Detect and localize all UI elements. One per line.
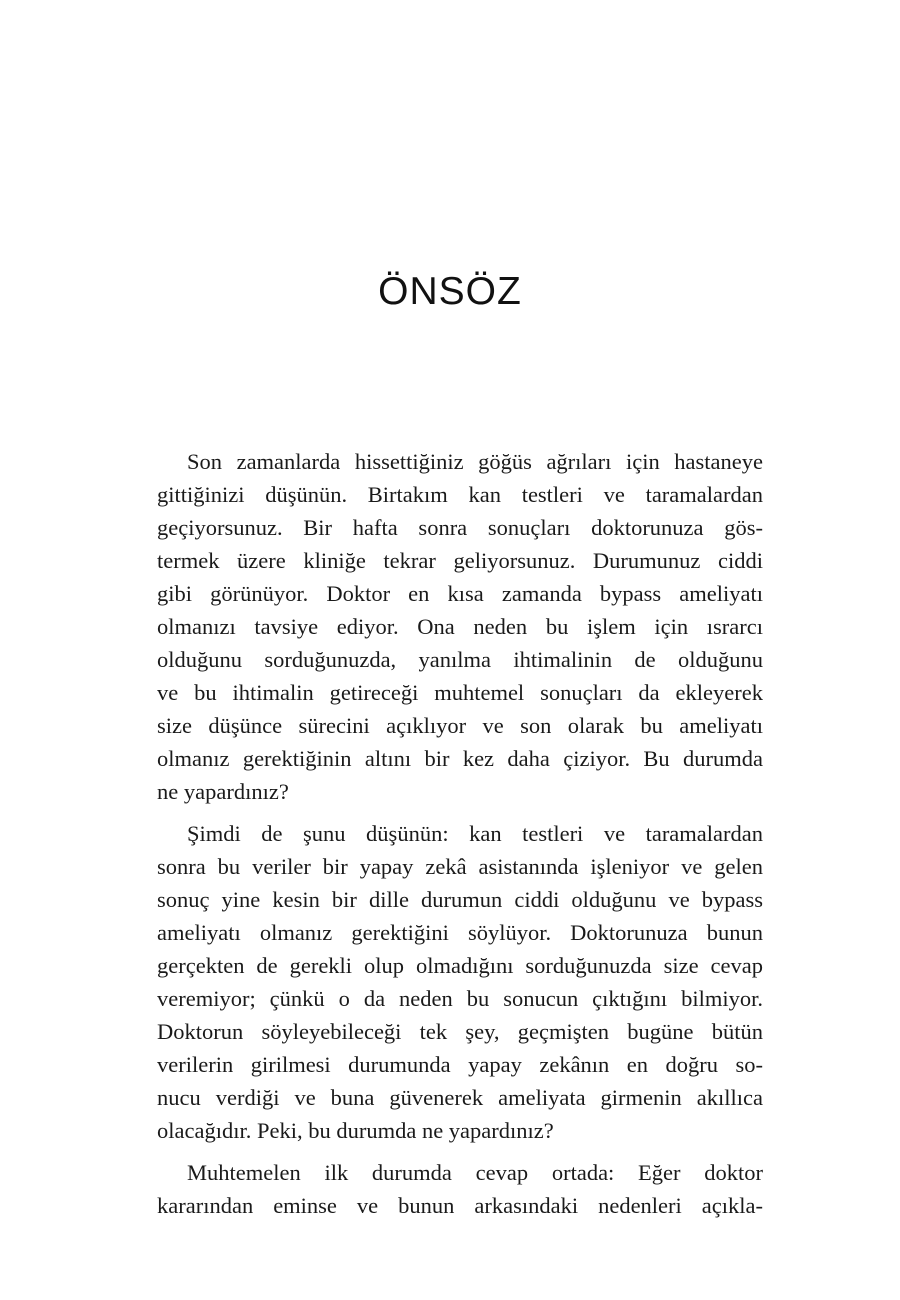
text-line: veremiyor; çünkü o da neden bu sonucun çıktığını bilmiyor.	[157, 986, 763, 1011]
text-line: Muhtemelen ilk durumda cevap ortada: Eğer doktor	[187, 1160, 763, 1185]
text-line: olmanızı tavsiye ediyor. Ona neden bu işlem için ısrarcı	[157, 614, 763, 639]
text-line: gerçekten de gerekli olup olmadığını sorduğunuzda size cevap	[157, 953, 763, 978]
text-line: sonuç yine kesin bir dille durumun ciddi olduğunu ve bypass	[157, 887, 763, 912]
text-line: termek üzere kliniğe tekrar geliyorsunuz. Durumunuz ciddi	[157, 548, 763, 573]
paragraph	[157, 445, 763, 808]
text-line: gibi görünüyor. Doktor en kısa zamanda bypass ameliyatı	[157, 581, 763, 606]
text-line: olduğunu sorduğunuzda, yanılma ihtimalinin de olduğunu	[157, 647, 763, 672]
paragraph	[157, 817, 763, 1147]
text-line: ne yapardınız?	[157, 779, 289, 804]
text-line: size düşünce sürecini açıklıyor ve son olarak bu ameliyatı	[157, 713, 763, 738]
text-line: olmanız gerektiğinin altını bir kez daha çiziyor. Bu durumda	[157, 746, 763, 771]
text-line: geçiyorsunuz. Bir hafta sonra sonuçları doktorunuza gös-	[157, 515, 763, 540]
text-line: Son zamanlarda hissettiğiniz göğüs ağrıları için hastaneye	[187, 449, 763, 474]
text-line: ve bu ihtimalin getireceği muhtemel sonuçları da ekleyerek	[157, 680, 763, 705]
text-line: Doktorun söyleyebileceği tek şey, geçmişten bugüne bütün	[157, 1019, 763, 1044]
text-line: nucu verdiği ve buna güvenerek ameliyata girmenin akıllıca	[157, 1085, 763, 1110]
text-line: ameliyatı olmanız gerektiğini söylüyor. Doktorunuza bunun	[157, 920, 763, 945]
text-line: olacağıdır. Peki, bu durumda ne yapardınız?	[157, 1118, 554, 1143]
text-line: gittiğinizi düşünün. Birtakım kan testleri ve taramalardan	[157, 482, 763, 507]
body-text	[157, 445, 763, 1231]
chapter-title: ÖNSÖZ	[378, 270, 522, 313]
text-line: verilerin girilmesi durumunda yapay zekânın en doğru so-	[157, 1052, 763, 1077]
text-line: Şimdi de şunu düşünün: kan testleri ve taramalardan	[187, 821, 763, 846]
paragraph	[157, 1156, 763, 1222]
text-line: kararından eminse ve bunun arkasındaki nedenleri açıkla-	[157, 1193, 763, 1218]
text-line: sonra bu veriler bir yapay zekâ asistanında işleniyor ve gelen	[157, 854, 763, 879]
